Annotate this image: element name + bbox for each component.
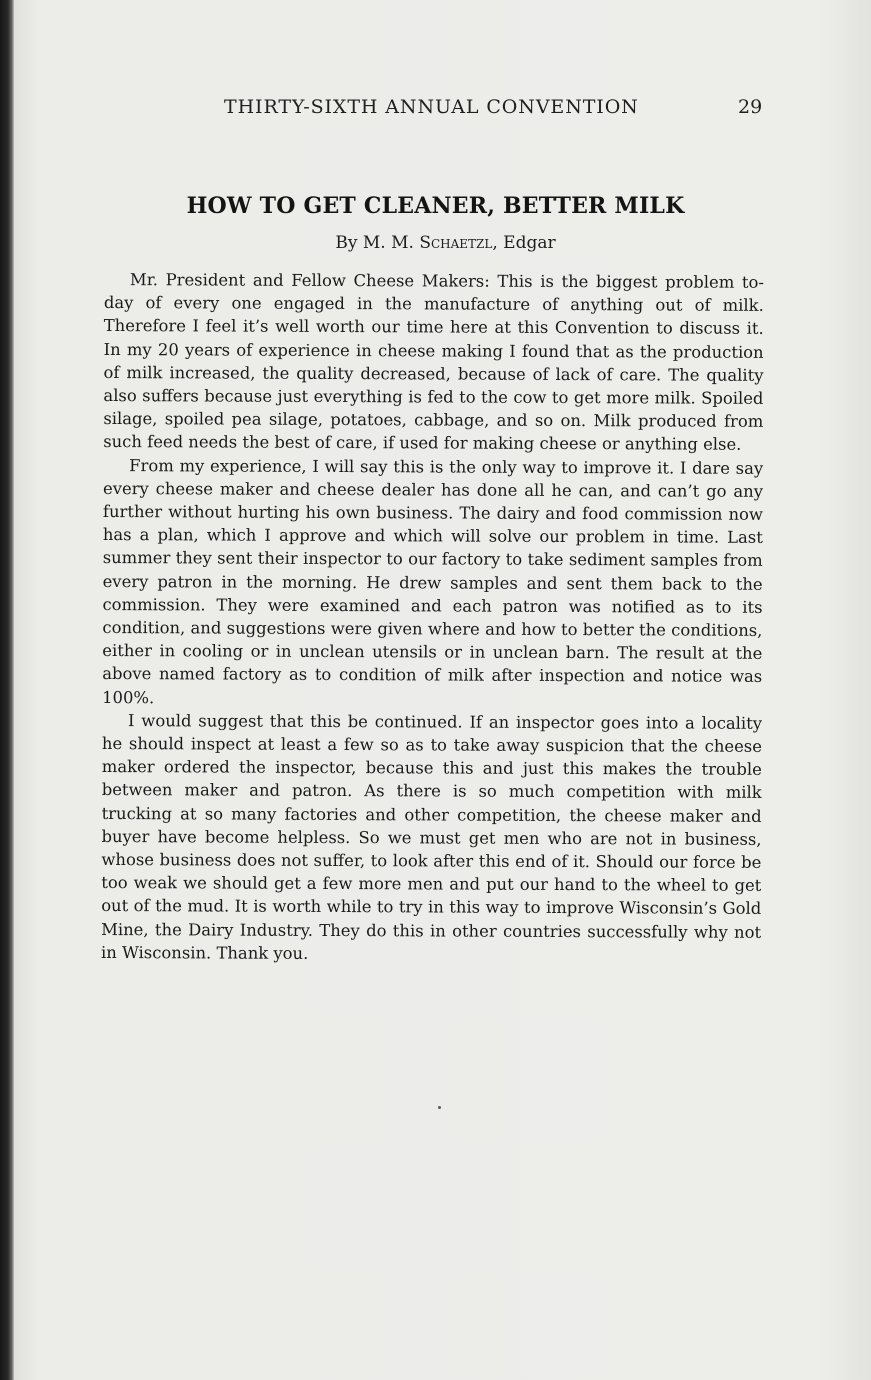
running-head: THIRTY-SIXTH ANNUAL CONVENTION (224, 96, 639, 118)
paragraph: From my experience, I will say this is the only way to improve it. I dare say every cheese maker and cheese dealer has done all he can, and can’t go any further without hurting his own business. The dairy and food commission now has a plan, which I approve and which will solve our problem in time. Last summer they sent their inspector to our factory to take sediment samples from every patron in the morning. He drew samples and sent them back to the commission. They were examined and each patron was notified as to its condition, and suggestions were given where and how to better the conditions, either in cooling or in unclean utensils or in unclean barn. The result at the above named factory as to condition of milk after inspection and notice was 100%. (102, 455, 764, 707)
byline-prefix: By M. M. (335, 233, 420, 253)
byline (0, 233, 871, 253)
paragraph: Mr. President and Fellow Cheese Makers: This is the biggest problem to-day of every one engaged in the manufacture of anything out of milk. Therefore I feel it’s well worth our time here at this Convention to discuss it. In my 20 years of experience in cheese making I found that as the production of milk increased, the quality decreased, because of lack of care. The quality also suffers because just everything is fed to the cow to get more milk. Spoiled silage, spoiled pea silage, potatoes, cabbage, and so on. Milk produced from such feed needs the best of care, if used for making cheese or anything else. (103, 270, 764, 455)
byline-author-surname: Schaetzl (419, 233, 493, 253)
paragraph: I would suggest that this be continued. If an inspector goes into a locality he should inspect at least a few so as to take away suspicion that the cheese maker ordered the inspector, because this and just this makes the trouble between maker and patron. As there is so much competition with milk trucking at so many factories and other competition, the cheese maker and buyer have become helpless. So we must get men who are not in business, whose business does not suffer, to look after this end of it. Should our force be too weak we should get a few more men and put our hand to the wheel to get out of the mud. It is worth while to try in this way to improve Wisconsin’s Gold Mine, the Dairy Industry. They do this in other countries successfully why not in Wisconsin. Thank you. (100, 710, 763, 963)
page-number: 29 (738, 96, 763, 118)
byline-suffix: , Edgar (492, 233, 556, 253)
ink-speck (438, 1106, 441, 1109)
article-title: HOW TO GET CLEANER, BETTER MILK (186, 193, 685, 219)
article-body (101, 268, 764, 967)
